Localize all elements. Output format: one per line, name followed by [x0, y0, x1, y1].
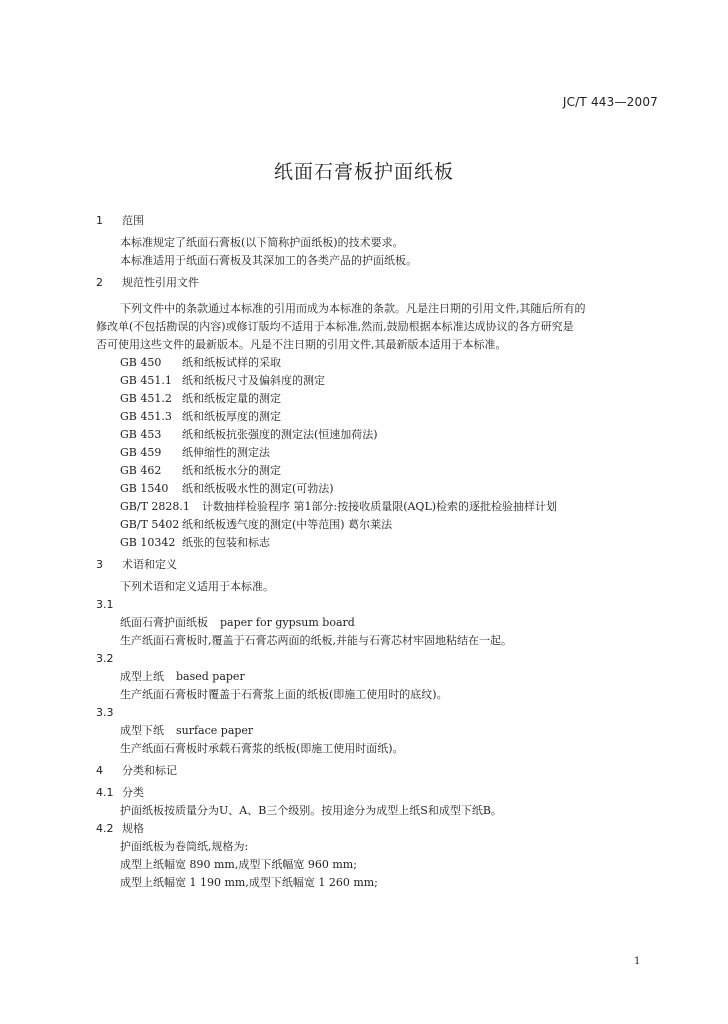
- reference-code: GB 450: [120, 356, 162, 369]
- paragraph: 成型上纸幅宽 890 mm,成型下纸幅宽 960 mm;: [120, 858, 357, 871]
- section-number: 1: [96, 214, 103, 227]
- term-entry: [96, 614, 656, 632]
- term-cn: 成型下纸: [120, 724, 164, 737]
- standard-code: JC/T 443—2007: [562, 95, 658, 109]
- reference-code: GB 451.1: [120, 374, 172, 387]
- reference-list: [96, 354, 656, 552]
- reference-code: GB 462: [120, 464, 162, 477]
- paragraph: 修改单(不包括勘误的内容)或修订版均不适用于本标准,然而,鼓励根据本标准达成协议的各方研究是: [96, 320, 574, 333]
- paragraph: 下列文件中的条款通过本标准的引用而成为本标准的条款。凡是注日期的引用文件,其随后所有的: [120, 302, 586, 315]
- section-title: 范围: [122, 214, 144, 227]
- reference-code: GB 1540: [120, 482, 169, 495]
- term-cn: 成型上纸: [120, 670, 164, 683]
- section-title: 规范性引用文件: [122, 276, 199, 289]
- reference-title: 纸和纸板吸水性的测定(可勃法): [182, 482, 334, 495]
- reference-item: [96, 444, 656, 462]
- section-2-heading: [96, 274, 656, 292]
- reference-item: [96, 516, 656, 534]
- paragraph: 本标准规定了纸面石膏板(以下简称护面纸板)的技术要求。: [120, 236, 404, 249]
- reference-title: 纸张的包装和标志: [182, 536, 270, 549]
- section-number: 2: [96, 276, 103, 289]
- subsection-number: 4.1: [96, 786, 114, 799]
- section-title: 分类和标记: [122, 764, 177, 777]
- term-definition: 生产纸面石膏板时承载石膏浆的纸板(即施工使用时面纸)。: [120, 742, 404, 755]
- reference-title: 纸和纸板定量的测定: [182, 392, 281, 405]
- subsection-title: 分类: [122, 786, 144, 799]
- reference-title: 纸和纸板抗张强度的测定法(恒速加荷法): [182, 428, 378, 441]
- term-en: based paper: [176, 670, 245, 683]
- term-definition: 生产纸面石膏板时覆盖于石膏浆上面的纸板(即施工使用时的底纹)。: [120, 688, 448, 701]
- section-number: 3: [96, 558, 103, 571]
- reference-item: [96, 408, 656, 426]
- term-en: paper for gypsum board: [220, 616, 355, 629]
- term-en: surface paper: [176, 724, 254, 737]
- reference-title: 纸和纸板水分的测定: [182, 464, 281, 477]
- reference-item: [96, 426, 656, 444]
- subsection-4-1-heading: [96, 784, 656, 802]
- paragraph: 下列术语和定义适用于本标准。: [120, 580, 274, 593]
- reference-title: 纸和纸板厚度的测定: [182, 410, 281, 423]
- section-title: 术语和定义: [122, 558, 177, 571]
- reference-item: [96, 372, 656, 390]
- paragraph: 护面纸板为卷筒纸,规格为:: [120, 840, 249, 853]
- section-1-heading: [96, 212, 656, 230]
- subsection-title: 规格: [122, 822, 144, 835]
- page-mark: 1: [634, 956, 641, 967]
- paragraph: 护面纸板按质量分为U、A、B三个级别。按用途分为成型上纸S和成型下纸B。: [120, 804, 502, 817]
- reference-item: [96, 498, 656, 516]
- term-number: 3.3: [96, 706, 114, 719]
- subsection-number: 4.2: [96, 822, 114, 835]
- term-definition: 生产纸面石膏板时,覆盖于石膏芯两面的纸板,并能与石膏芯材牢固地粘结在一起。: [120, 634, 512, 647]
- paragraph: 否可使用这些文件的最新版本。凡是不注日期的引用文件,其最新版本适用于本标准。: [96, 338, 507, 351]
- reference-item: [96, 462, 656, 480]
- reference-title: 计数抽样检验程序 第1部分:按接收质量限(AQL)检索的逐批检验抽样计划: [202, 500, 558, 513]
- document-title: 纸面石膏板护面纸板: [273, 161, 454, 183]
- term-number: 3.2: [96, 652, 114, 665]
- section-number: 4: [96, 764, 103, 777]
- reference-item: [96, 534, 656, 552]
- document-body: [96, 212, 656, 892]
- reference-title: 纸和纸板尺寸及偏斜度的测定: [182, 374, 325, 387]
- reference-item: [96, 390, 656, 408]
- reference-item: [96, 354, 656, 372]
- subsection-4-2-heading: [96, 820, 656, 838]
- reference-title: 纸伸缩性的测定法: [182, 446, 270, 459]
- reference-item: [96, 480, 656, 498]
- term-entry: [96, 722, 656, 740]
- reference-code: GB 453: [120, 428, 162, 441]
- term-number: 3.1: [96, 598, 114, 611]
- reference-code: GB 10342: [120, 536, 176, 549]
- section-3-heading: [96, 556, 656, 574]
- paragraph: 本标准适用于纸面石膏板及其深加工的各类产品的护面纸板。: [120, 254, 417, 267]
- term-entry: [96, 668, 656, 686]
- reference-code: GB 451.3: [120, 410, 172, 423]
- reference-code: GB 451.2: [120, 392, 172, 405]
- section-4-heading: [96, 762, 656, 780]
- paragraph: 成型上纸幅宽 1 190 mm,成型下纸幅宽 1 260 mm;: [120, 876, 378, 889]
- reference-code: GB/T 2828.1: [120, 500, 190, 513]
- reference-title: 纸和纸板试样的采取: [182, 356, 281, 369]
- term-cn: 纸面石膏护面纸板: [120, 616, 208, 629]
- reference-title: 纸和纸板透气度的测定(中等范围) 葛尔莱法: [182, 518, 393, 531]
- reference-code: GB/T 5402: [120, 518, 180, 531]
- reference-code: GB 459: [120, 446, 162, 459]
